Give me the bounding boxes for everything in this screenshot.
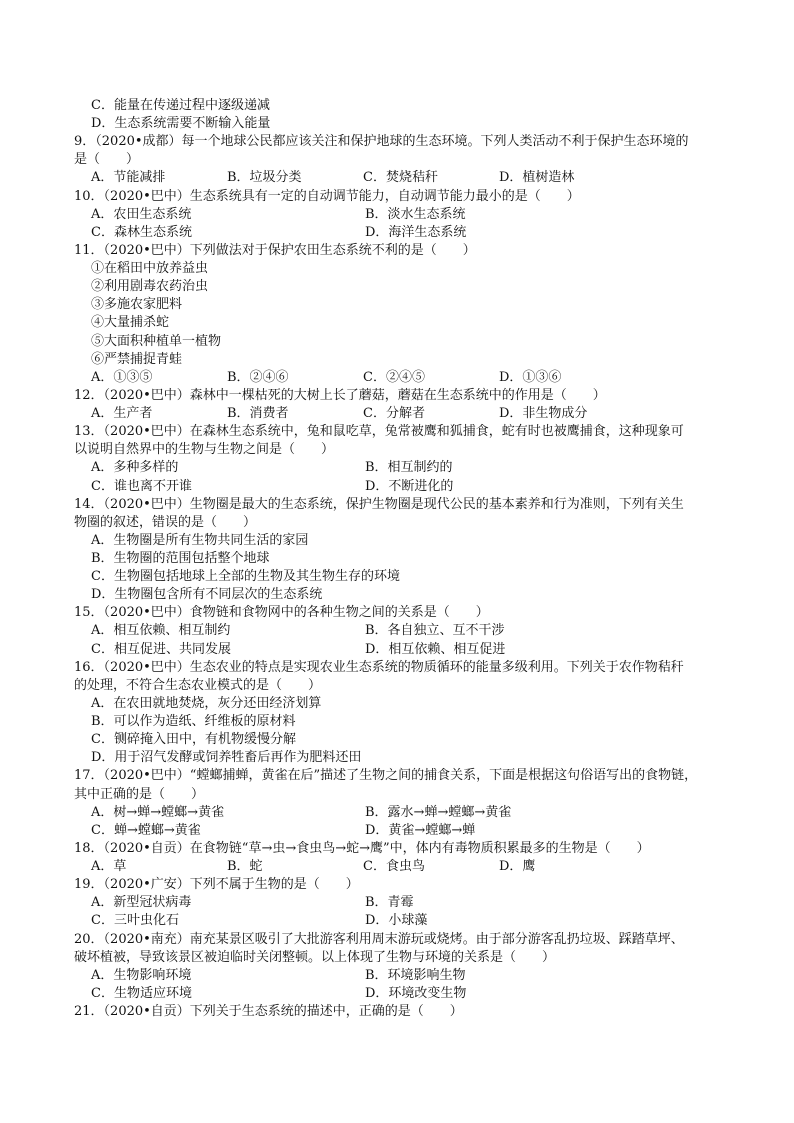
answer-option: B．②④⑥ xyxy=(227,369,289,385)
answer-option: A．树→蝉→螳螂→黄雀 xyxy=(91,804,225,820)
option-line: D．生态系统需要不断输入能量 xyxy=(91,116,271,132)
answer-option: D．黄雀→螳螂→蝉 xyxy=(365,822,476,838)
answer-option: C．食虫鸟 xyxy=(363,859,425,875)
question-line: 是（ ） xyxy=(74,152,140,168)
question-line: 11．（2020•巴中）下列做法对于保护农田生态系统不利的是（ ） xyxy=(74,242,476,258)
option-line: ②利用剧毒农药治虫 xyxy=(91,279,209,295)
option-line: ⑥严禁捕捉青蛙 xyxy=(91,351,183,367)
answer-option: A．新型冠状病毒 xyxy=(91,895,192,911)
answer-option: B．青霉 xyxy=(365,895,414,911)
answer-option: C．相互促进、共同发展 xyxy=(91,641,231,657)
option-line: A．生物圈是所有生物共同生活的家园 xyxy=(91,532,309,548)
answer-option: D．海洋生态系统 xyxy=(365,224,467,240)
question-line: 17．（2020•巴中）“螳螂捕蝉，黄雀在后”描述了生物之间的捕食关系，下面是根据这句俗语写出的食物链， xyxy=(74,768,698,784)
question-line: 21．（2020•自贡）下列关于生态系统的描述中，正确的是（ ） xyxy=(74,1004,463,1019)
question-line: 9．（2020•成都）每一个地球公民都应该关注和保护地球的生态环境。下列人类活动不利于保护生态环境的 xyxy=(74,134,689,150)
answer-option: A．农田生态系统 xyxy=(91,206,192,222)
answer-option: B．蛇 xyxy=(227,859,263,875)
question-line: 20．（2020•南充）南充某景区吸引了大批游客利用周末游玩或烧烤。由于部分游客乱扔垃圾、踩踏草坪、 xyxy=(74,931,684,947)
answer-option: C．分解者 xyxy=(363,406,425,422)
answer-option: A．草 xyxy=(91,859,127,875)
option-line: ④大量捕杀蛇 xyxy=(91,315,170,331)
question-line: 13．（2020•巴中）在森林生态系统中，兔和鼠吃草，兔常被鹰和狐捕食，蛇有时也被鹰捕食，这种现象可 xyxy=(74,424,684,440)
answer-option: A．节能减排 xyxy=(91,170,166,186)
question-line: 16．（2020•巴中）生态农业的特点是实现农业生态系统的物质循环的能量多级利用。下列关于农作物秸秆 xyxy=(74,659,684,675)
question-line: 14．（2020•巴中）生物圈是最大的生态系统，保护生物圈是现代公民的基本素养和行为准则，下列有关生 xyxy=(74,496,684,512)
answer-option: D．不断进化的 xyxy=(365,478,454,494)
question-line: 19．（2020•广安）下列不属于生物的是（ ） xyxy=(74,877,359,893)
answer-option: C．谁也离不开谁 xyxy=(91,478,192,494)
answer-option: C．生物适应环境 xyxy=(91,985,192,1001)
question-line: 10．（2020•巴中）生态系统具有一定的自动调节能力，自动调节能力最小的是（ ） xyxy=(74,188,580,204)
answer-option: A．相互依赖、相互制约 xyxy=(91,623,231,639)
answer-option: B．各自独立、互不干涉 xyxy=(365,623,505,639)
answer-option: A．多种多样的 xyxy=(91,460,179,476)
option-line: ③多施农家肥料 xyxy=(91,297,183,313)
question-line: 15．（2020•巴中）食物链和食物网中的各种生物之间的关系是（ ） xyxy=(74,605,489,621)
question-line: 其中正确的是（ ） xyxy=(74,786,205,802)
answer-option: D．相互依赖、相互促进 xyxy=(365,641,506,657)
answer-option: D．小球藻 xyxy=(365,913,428,929)
answer-option: D．①③⑥ xyxy=(499,369,562,385)
option-line: B．可以作为造纸、纤维板的原材料 xyxy=(91,714,296,730)
answer-option: C．森林生态系统 xyxy=(91,224,192,240)
question-line: 物圈的叙述，错误的是（ ） xyxy=(74,514,257,530)
answer-option: A．①③⑤ xyxy=(91,369,153,385)
answer-option: D．非生物成分 xyxy=(499,406,588,422)
option-line: ①在稻田中放养益虫 xyxy=(91,261,209,277)
answer-option: C．蝉→螳螂→黄雀 xyxy=(91,822,201,838)
answer-option: B．淡水生态系统 xyxy=(365,206,466,222)
question-line: 12．（2020•巴中）森林中一棵枯死的大树上长了蘑菇，蘑菇在生态系统中的作用是（ ） xyxy=(74,387,606,403)
answer-option: A．生产者 xyxy=(91,406,153,422)
answer-option: B．垃圾分类 xyxy=(227,170,302,186)
question-line: 18．（2020•自贡）在食物链“草→虫→食虫鸟→蛇→鹰”中，体内有毒物质积累最多的生物是（ ） xyxy=(74,840,650,856)
question-line: 以说明自然界中的生物与生物之间是（ ） xyxy=(74,442,335,458)
answer-option: B．消费者 xyxy=(227,406,289,422)
question-line: 的处理，不符合生态农业模式的是（ ） xyxy=(74,677,322,693)
answer-option: D．鹰 xyxy=(499,859,536,875)
answer-option: C．②④⑤ xyxy=(363,369,425,385)
answer-option: B．露水→蝉→螳螂→黄雀 xyxy=(365,804,512,820)
option-line: ⑤大面积种植单一植物 xyxy=(91,333,222,349)
option-line: A．在农田就地焚烧，灰分还田经济划算 xyxy=(91,695,322,711)
option-line: C．生物圈包括地球上全部的生物及其生物生存的环境 xyxy=(91,569,400,585)
option-line: C．铡碎掩入田中，有机物缓慢分解 xyxy=(91,732,296,748)
answer-option: B．环境影响生物 xyxy=(365,967,466,983)
option-line: B．生物圈的范围包括整个地球 xyxy=(91,551,270,566)
question-line: 破坏植被，导致该景区被迫临时关闭整顿。以上体现了生物与环境的关系是（ ） xyxy=(74,949,556,965)
answer-option: D．植树造林 xyxy=(499,170,575,186)
answer-option: C．焚烧秸秆 xyxy=(363,170,438,186)
option-line: D．生物圈包含所有不同层次的生态系统 xyxy=(91,587,323,603)
option-line: D．用于沼气发酵或饲养牲畜后再作为肥料还田 xyxy=(91,750,362,766)
answer-option: A．生物影响环境 xyxy=(91,967,192,983)
answer-option: D．环境改变生物 xyxy=(365,985,467,1001)
answer-option: C．三叶虫化石 xyxy=(91,913,179,929)
answer-option: B．相互制约的 xyxy=(365,460,453,476)
option-line: C．能量在传递过程中逐级递减 xyxy=(91,98,270,113)
